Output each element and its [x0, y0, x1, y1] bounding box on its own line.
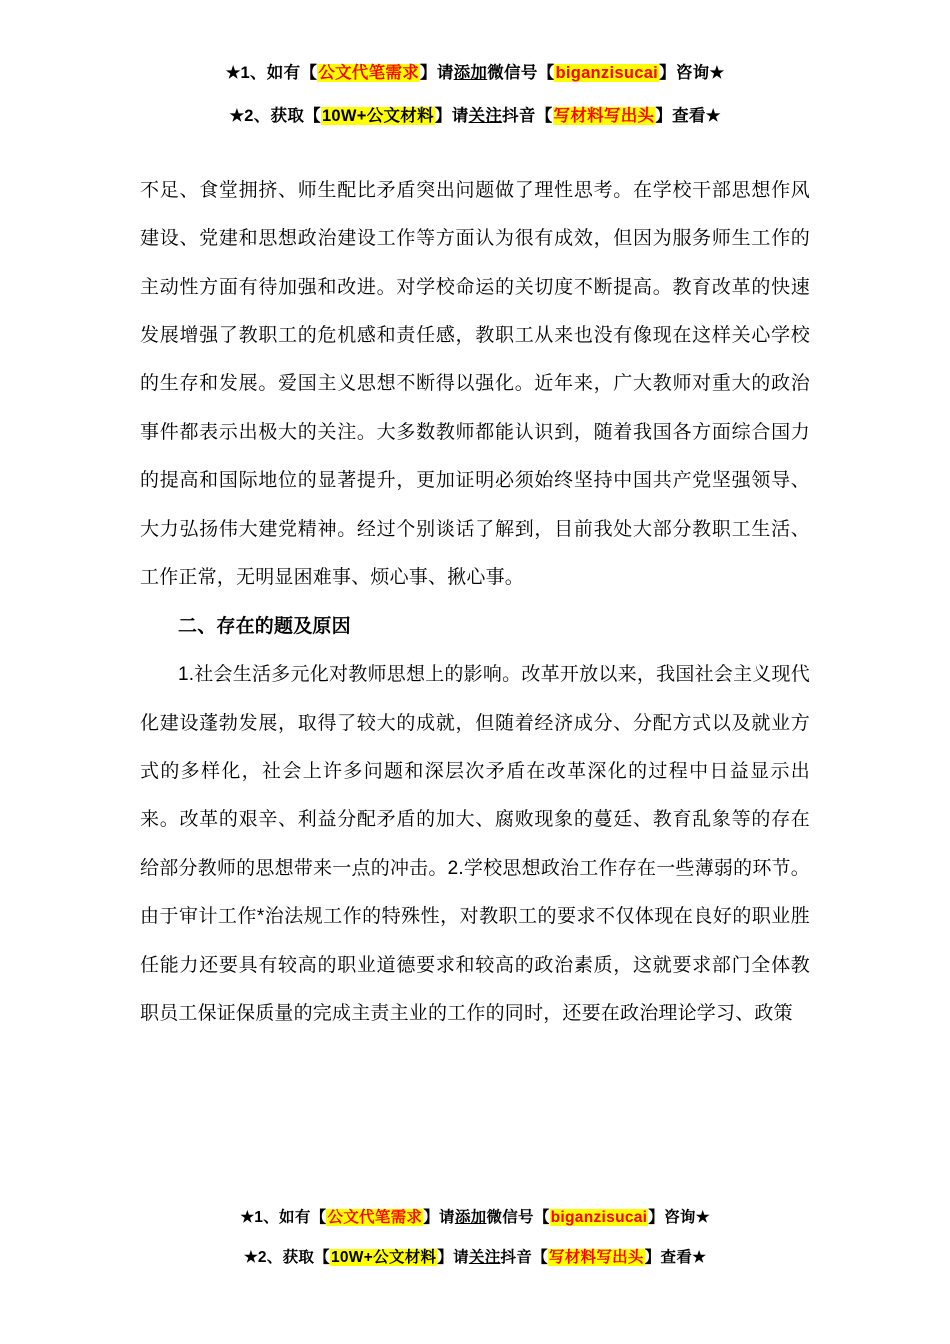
promo-highlight-material-count-b: 10W+公文材料 — [330, 1248, 437, 1266]
promo2-seg-2-b: 】请 — [437, 1248, 469, 1266]
promo-highlight-wechat-id: biganzisucai — [555, 64, 659, 82]
body-paragraph-2: 1.社会生活多元化对教师思想上的影响。改革开放以来，我国社会主义现代化建设蓬勃发展，取得了较大的成就，但随着经济成分、分配方式以及就业方式的多样化，社会上许多问题和深层次矛盾在改革深化的过程中日益显示出来。改革的艰辛、利益分配矛盾的加大、腐败现象的蔓廷、教育乱象等的存在给部分教师的思想带来一点的冲击。2.学校思想政治工作存在一些薄弱的环节。由于审计工作*治法规工作的特殊性，对教职工的要求不仅体现在良好的职业胜任能力还要具有较高的职业道德要求和较高的政治素质，这就要求部门全体教职员工保证保质量的完成主责主业的工作的同时，还要在政治理论学习、政策 — [140, 664, 810, 1025]
promo-highlight-douyin-name-b: 写材料写出头 — [548, 1248, 644, 1266]
star-left-icon: ★ — [225, 64, 241, 82]
promo2-seg-3: 抖音【 — [502, 107, 553, 126]
promo-underline-add: 添加 — [453, 64, 488, 82]
promo2-seg-3-b: 抖音【 — [500, 1248, 548, 1266]
star-left-icon-4: ★ — [243, 1248, 258, 1266]
promo2-seg-1-b: 2、获取【 — [257, 1248, 330, 1266]
body-paragraph: 不足、食堂拥挤、师生配比矛盾突出问题做了理性思考。在学校干部思想作风建设、党建和思想政治建设工作等方面认为很有成效，但因为服务师生工作的主动性方面有待加强和改进。对学校命运的关切度不断提高。教育改革的快速发展增强了教职工的危机感和责任感，教职工从来也没有像现在这样关心学校的生存和发展。爱国主义思想不断得以强化。近年来，广大教师对重大的政治事件都表示出极大的关注。大多数教师都能认识到，随着我国各方面综合国力的提高和国际地位的显著提升，更加证明必须始终坚持中国共产党坚强领导、大力弘扬伟大建党精神。经过个别谈话了解到，目前我处大部分教职工生活、工作正常，无明显困难事、烦心事、揪心事。 — [140, 179, 810, 589]
promo-seg-4: 】咨询 — [659, 64, 710, 82]
promo-seg-4-b: 】咨询 — [648, 1209, 696, 1227]
star-left-icon-2: ★ — [229, 107, 245, 126]
star-left-icon-3: ★ — [240, 1209, 255, 1227]
star-right-icon-2: ★ — [705, 107, 721, 126]
promo-seg-1: 1、如有【 — [240, 64, 318, 82]
promo-highlight-douyin-name: 写材料写出头 — [553, 107, 655, 126]
promo2-seg-1: 2、获取【 — [244, 107, 321, 126]
promo-line-1-bottom — [0, 1203, 950, 1232]
promo2-seg-4: 】查看 — [655, 107, 706, 126]
promo-underline-add-b: 添加 — [454, 1209, 487, 1227]
promo-highlight-service-b: 公文代笔需求 — [327, 1209, 423, 1227]
section-heading: 二、存在的题及原因 — [178, 615, 351, 637]
promo-highlight-material-count: 10W+公文材料 — [321, 107, 434, 126]
promo-seg-2: 】请 — [420, 64, 454, 82]
promo-underline-follow-b: 关注 — [468, 1248, 501, 1266]
promo-seg-3-b: 微信号【 — [486, 1209, 550, 1227]
star-right-icon: ★ — [709, 64, 725, 82]
promo-underline-follow: 关注 — [468, 107, 503, 126]
promo-seg-3: 微信号【 — [487, 64, 555, 82]
promo2-seg-2: 】请 — [434, 107, 469, 126]
promo-line-2-bottom — [0, 1243, 950, 1272]
promo-banner-top — [140, 0, 810, 133]
promo-highlight-service: 公文代笔需求 — [318, 64, 420, 82]
promo-highlight-wechat-id-b: biganzisucai — [550, 1209, 648, 1227]
star-right-icon-4: ★ — [692, 1248, 707, 1266]
promo-seg-2-b: 】请 — [423, 1209, 455, 1227]
promo-seg-1-b: 1、如有【 — [254, 1209, 327, 1227]
promo-line-1 — [140, 58, 810, 89]
promo2-seg-4-b: 】查看 — [644, 1248, 693, 1266]
star-right-icon-3: ★ — [695, 1209, 710, 1227]
promo-line-2 — [140, 101, 810, 132]
document-body — [140, 167, 810, 1039]
promo-banner-bottom — [0, 1203, 950, 1282]
